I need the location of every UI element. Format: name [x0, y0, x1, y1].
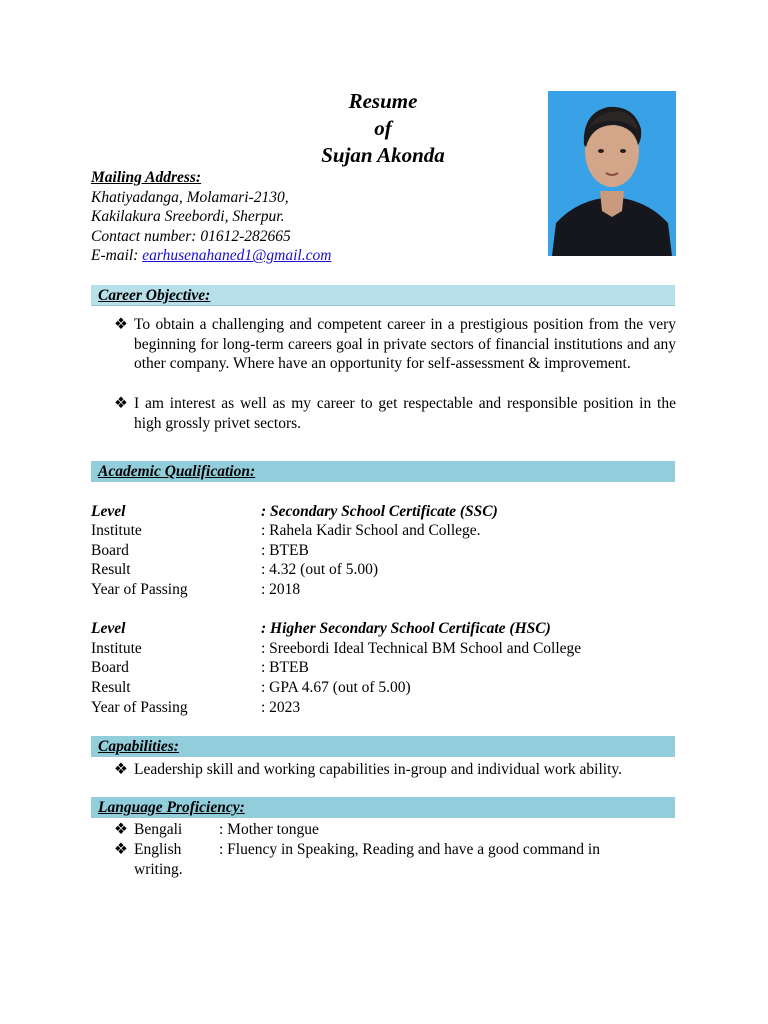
academic-qualification-heading: Academic Qualification: — [98, 463, 256, 480]
academic-qualification-header — [91, 461, 675, 482]
board-value: : BTEB — [261, 659, 309, 676]
level-label: Level — [91, 620, 126, 637]
level-value: : Secondary School Certificate (SSC) — [261, 503, 498, 520]
result-label: Result — [91, 679, 131, 696]
mailing-address-block — [91, 168, 331, 266]
diamond-bullet-icon: ❖ — [114, 841, 128, 858]
career-objective-header — [91, 285, 675, 306]
institute-value: : Sreebordi Ideal Technical BM School and College — [261, 640, 582, 657]
language-proficiency-heading: Language Proficiency: — [98, 799, 245, 816]
board-value: : BTEB — [261, 542, 309, 559]
language-name: English — [134, 841, 182, 858]
list-item — [114, 820, 676, 840]
title-resume: Resume — [348, 89, 418, 113]
diamond-bullet-icon: ❖ — [114, 316, 128, 333]
language-level: : Mother tongue — [219, 821, 319, 838]
diamond-bullet-icon: ❖ — [114, 395, 128, 412]
diamond-bullet-icon: ❖ — [114, 821, 128, 838]
address-line-2: Kakilakura Sreebordi, Sherpur. — [91, 208, 285, 226]
institute-label: Institute — [91, 640, 142, 657]
address-line-1: Khatiyadanga, Molamari-2130, — [91, 188, 289, 206]
year-label: Year of Passing — [91, 699, 188, 716]
email-label: E-mail: — [91, 247, 143, 265]
title-of: of — [374, 116, 392, 140]
diamond-bullet-icon: ❖ — [114, 761, 128, 778]
language-proficiency-header — [91, 797, 675, 818]
result-label: Result — [91, 561, 131, 578]
candidate-name: Sujan Akonda — [321, 143, 445, 167]
capabilities-header — [91, 736, 675, 757]
list-item — [114, 760, 676, 780]
level-label: Level — [91, 503, 126, 520]
career-objective-heading: Career Objective: — [98, 287, 211, 304]
year-label: Year of Passing — [91, 581, 188, 598]
profile-photo — [548, 91, 676, 256]
level-value: : Higher Secondary School Certificate (HSC) — [261, 620, 551, 637]
email-line — [91, 246, 331, 266]
year-value: : 2018 — [261, 581, 301, 598]
capabilities-heading: Capabilities: — [98, 738, 179, 755]
contact-number: Contact number: 01612-282665 — [91, 227, 291, 245]
list-item — [114, 840, 676, 880]
portrait-image — [548, 91, 676, 256]
result-value: : GPA 4.67 (out of 5.00) — [261, 679, 411, 696]
list-item — [114, 394, 676, 434]
board-label: Board — [91, 659, 129, 676]
language-name: Bengali — [134, 821, 183, 838]
career-objective-text-2: I am interest as well as my career to get respectable and responsible position in the high grossly privet sectors. — [134, 395, 676, 432]
capabilities-text: Leadership skill and working capabilities in-group and individual work ability. — [134, 761, 623, 778]
list-item — [114, 315, 676, 395]
language-level: : Fluency in Speaking, Reading and have a good command in — [219, 841, 600, 858]
institute-label: Institute — [91, 522, 142, 539]
year-value: : 2023 — [261, 699, 301, 716]
email-link[interactable]: earhusenahaned1@gmail.com — [142, 247, 332, 265]
career-objective-text-1: To obtain a challenging and competent career in a prestigious position from the very beginning for long-term careers goal in private sectors of financial institutions and any other company. Where have an opportunity for self-assessment & improvement. — [134, 316, 676, 373]
board-label: Board — [91, 542, 129, 559]
result-value: : 4.32 (out of 5.00) — [261, 561, 379, 578]
language-level-continued: writing. — [134, 860, 183, 878]
mailing-address-heading: Mailing Address: — [91, 169, 202, 186]
institute-value: : Rahela Kadir School and College. — [261, 522, 481, 539]
